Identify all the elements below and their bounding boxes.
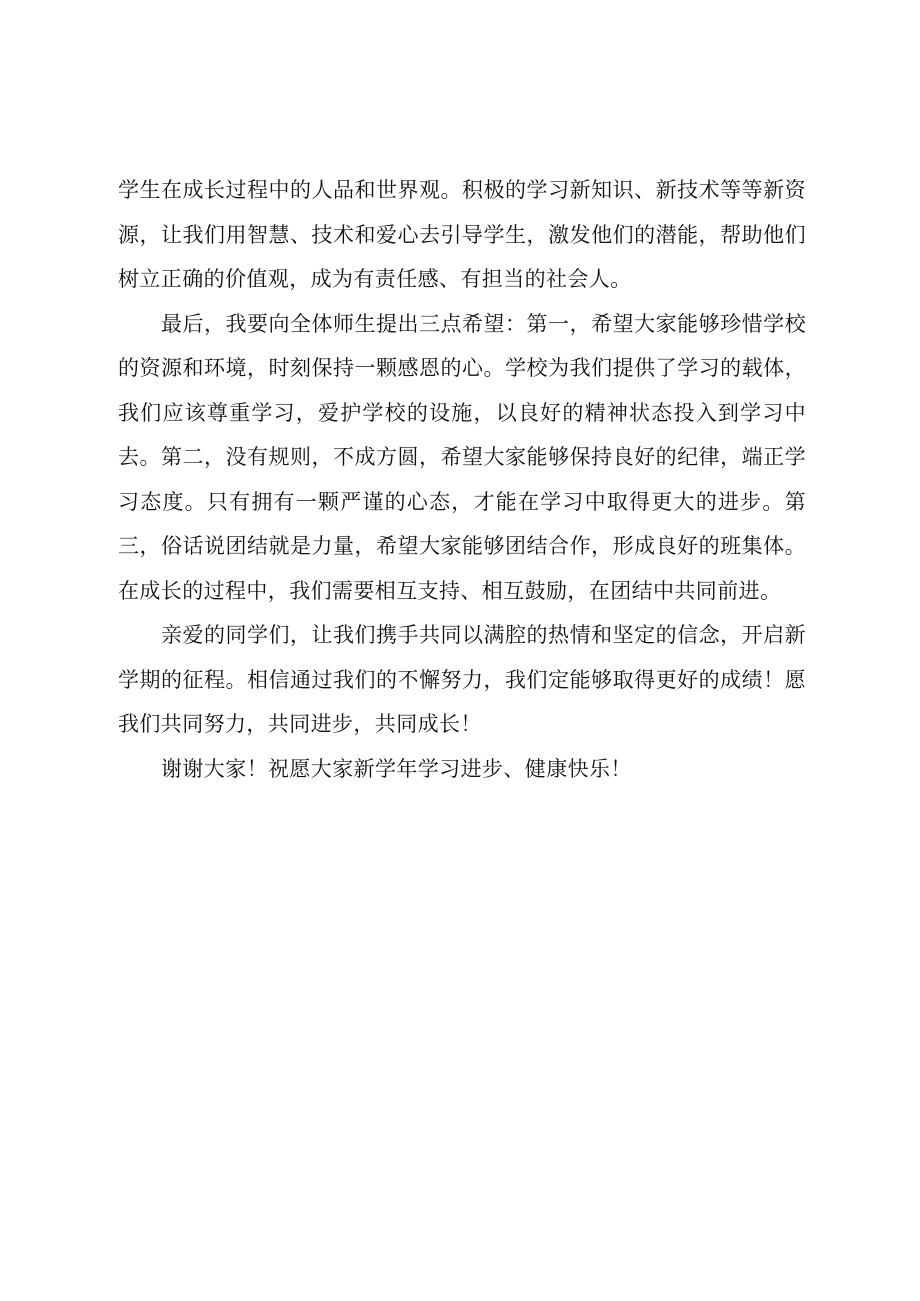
paragraph-closing: 谢谢大家！祝愿大家新学年学习进步、健康快乐！ xyxy=(161,756,632,781)
document-body xyxy=(118,168,806,791)
paragraph-three-hopes: 最后，我要向全体师生提出三点希望：第一，希望大家能够珍惜学校的资源和环境，时刻保持一颗感恩的心。学校为我们提供了学习的载体，我们应该尊重学习，爱护学校的设施，以良好的精神状态投入到学习中去。第二，没有规则，不成方圆，希望大家能够保持良好的纪律，端正学习态度。只有拥有一颗严谨的心态，才能在学习中取得更大的进步。第三，俗话说团结就是力量，希望大家能够团结合作，形成良好的班集体。在成长的过程中，我们需要相互支持、相互鼓励，在团结中共同前进。 xyxy=(118,311,806,603)
paragraph-appeal: 亲爱的同学们，让我们携手共同以满腔的热情和坚定的信念，开启新学期的征程。相信通过我们的不懈努力，我们定能够取得更好的成绩！愿我们共同努力，共同进步，共同成长！ xyxy=(118,623,806,736)
paragraph-continuation: 学生在成长过程中的人品和世界观。积极的学习新知识、新技术等等新资源，让我们用智慧、技术和爱心去引导学生，激发他们的潜能，帮助他们树立正确的价值观，成为有责任感、有担当的社会人。 xyxy=(118,178,806,291)
